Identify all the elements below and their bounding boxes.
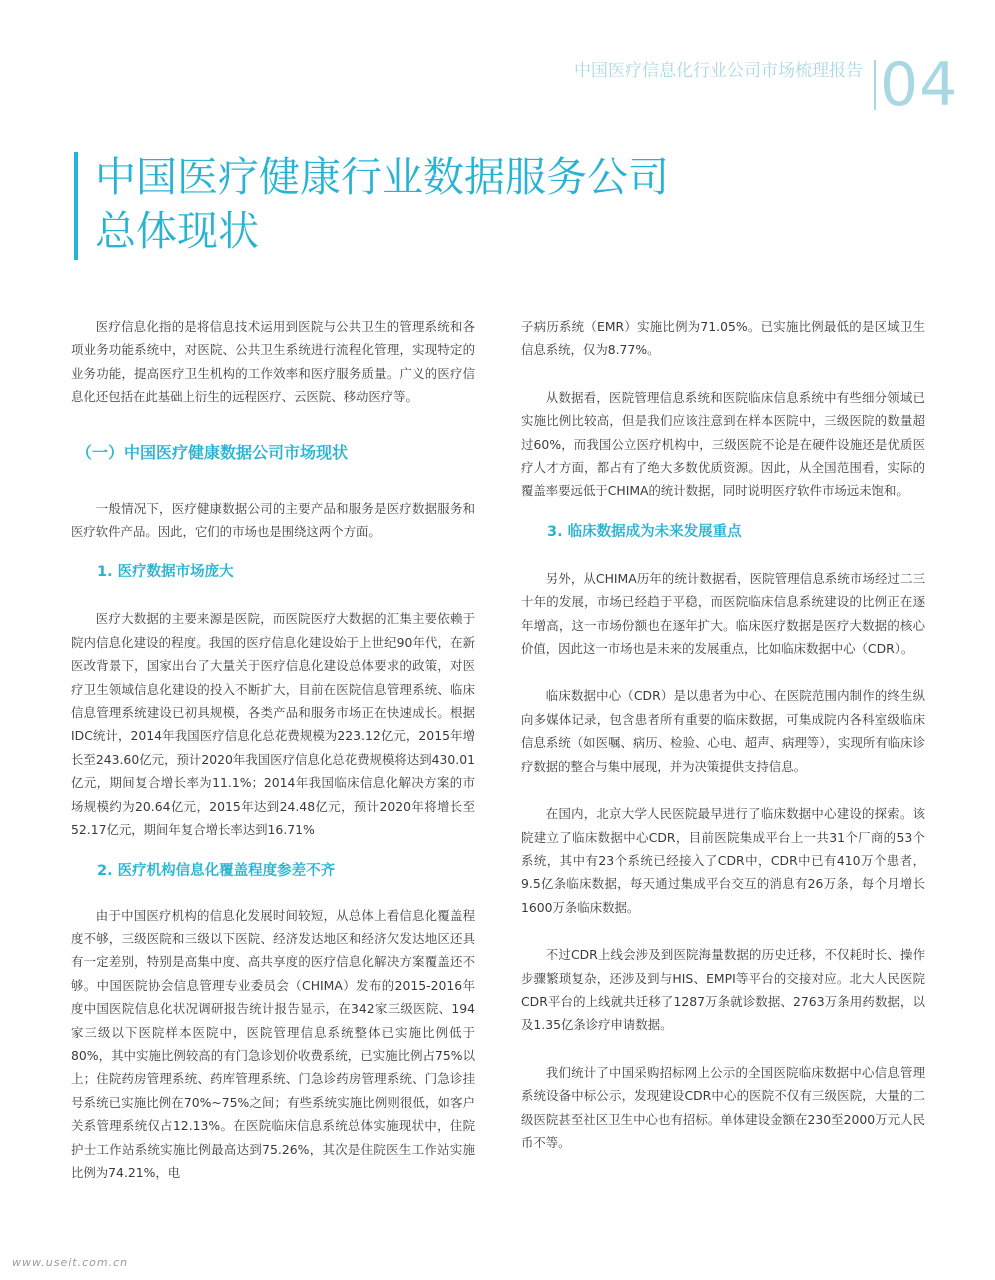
- subheading-1: 1. 医疗数据市场庞大: [97, 564, 234, 581]
- left-column: [71, 315, 475, 1184]
- coverage-paragraph: 由于中国医疗机构的信息化发展时间较短，从总体上看信息化覆盖程度不够，三级医院和三级以下医院、经济发达地区和经济欠发达地区还具有一定差别，特别是高集中度、高共享度的医疗信息化解决方案覆盖还不够。中国医院协会信息管理专业委员会（CHIMA）发布的2015-2016年度中国医院信息化状况调研报告统计报告显示，在342家三级医院、194家三级以下医院样本医院中，医院管理信息系统整体已实施比例低于80%，其中实施比例较高的有门急诊划价收费系统，已实施比例占75%以上；住院药房管理系统、药库管理系统、门急诊药房管理系统、门急诊挂号系统已实施比例在70%~75%之间；有些系统实施比例则很低，如客户关系管理系统仅占12.13%。在医院临床信息系统总体实施现状中，住院护士工作站系统实施比例最高达到75.26%，其次是住院医生工作站实施比例为74.21%，电: [71, 907, 475, 1180]
- right-column: [521, 315, 925, 1154]
- tender-paragraph: 我们统计了中国采购招标网上公示的全国医院临床数据中心信息管理系统设备中标公示，发现建设CDR中心的医院不仅有三级医院，大量的二级医院甚至社区卫生中心也有招标。单体建设金额在230至2000万元人民币不等。: [521, 1064, 925, 1150]
- market-size-paragraph: 医疗大数据的主要来源是医院，而医院医疗大数据的汇集主要依赖于院内信息化建设的程度。我国的医疗信息化建设始于上世纪90年代，在新医改背景下，国家出台了大量关于医疗信息化建设总体要求的政策，对医疗卫生领域信息化建设的投入不断扩大，目前在医院信息管理系统、临床信息管理系统建设已初具规模，各类产品和服务市场正在快速成长。根据IDC统计，2014年我国医疗信息化总花费规模为223.12亿元，2015年增长至243.60亿元，预计2020年我国医疗信息化总花费规模将达到430.01亿元，期间复合增长率为11.1%；2014年我国临床信息化解决方案的市场规模约为20.64亿元，2015年达到24.48亿元，预计2020年将增长至52.17亿元，期间年复合增长率达到16.71%: [71, 611, 475, 838]
- chima-trend-paragraph: 另外，从CHIMA历年的统计数据看，医院管理信息系统市场经过二三十年的发展，市场已经趋于平稳，而医院临床信息系统建设的比例正在逐年增高，这一市场份额也在逐年扩大。临床医疗数据是医疗大数据的核心价值，因此这一市场也是未来的发展重点，比如临床数据中心（CDR）。: [521, 570, 925, 657]
- subheading-3: 3. 临床数据成为未来发展重点: [547, 523, 742, 540]
- pku-case-paragraph: 在国内，北京大学人民医院最早进行了临床数据中心建设的探索。该院建立了临床数据中心CDR，目前医院集成平台上一共31个厂商的53个系统，其中有23个系统已经接入了CDR中，CDR中已有410万个患者，9.5亿条临床数据，每天通过集成平台交互的消息有26万条，每个月增长1600万条临床数据。: [521, 806, 925, 915]
- chapter-number: 04: [880, 50, 959, 120]
- cdr-definition-paragraph: 临床数据中心（CDR）是以患者为中心、在医院范围内制作的终生纵向多媒体记录，包含患者所有重要的临床数据，可集成院内各科室级临床信息系统（如医嘱、病历、检验、心电、超声、病理等），实现所有临床诊疗数据的整合与集中展现，并为决策提供支持信息。: [521, 688, 925, 774]
- section-intro-paragraph: 一般情况下，医疗健康数据公司的主要产品和服务是医疗数据服务和医疗软件产品。因此，它们的市场也是围绕这两个方面。: [71, 500, 475, 540]
- header-divider: [874, 60, 876, 110]
- emr-continuation-paragraph: 子病历系统（EMR）实施比例为71.05%。已实施比例最低的是区域卫生信息系统，仅为8.77%。: [521, 319, 925, 358]
- header-report-title: 中国医疗信息化行业公司市场梳理报告: [574, 61, 863, 81]
- subheading-2: 2. 医疗机构信息化覆盖程度参差不齐: [97, 862, 336, 879]
- page-title: 中国医疗健康行业数据服务公司总体现状: [95, 153, 669, 255]
- intro-paragraph: 医疗信息化指的是将信息技术运用到医院与公共卫生的管理系统和各项业务功能系统中，对医院、公共卫生系统进行流程化管理，实现特定的业务功能，提高医疗卫生机构的工作效率和医疗服务质量。广义的医疗信息化还包括在此基础上衍生的远程医疗、云医院、移动医疗等。: [71, 319, 475, 405]
- migration-paragraph: 不过CDR上线会涉及到医院海量数据的历史迁移，不仅耗时长、操作步骤繁琐复杂，还涉及到与HIS、EMPI等平台的交接对应。北大人民医院CDR平台的上线就共迁移了1287万条就诊数据、2763万条用药数据，以及1.35亿条诊疗申请数据。: [521, 947, 925, 1033]
- section-heading: （一）中国医疗健康数据公司市场现状: [76, 442, 349, 462]
- title-accent-bar: [74, 152, 78, 260]
- data-analysis-paragraph: 从数据看，医院管理信息系统和医院临床信息系统中有些细分领域已实施比例比较高，但是我们应该注意到在样本医院中，三级医院的数量超过60%，而我国公立医疗机构中，三级医院不论是在硬件设施还是优质医疗人才方面，都占有了绝大多数优质资源。因此，从全国范围看，实际的覆盖率要远低于CHIMA的统计数据，同时说明医疗软件市场远未饱和。: [521, 389, 925, 499]
- site-watermark: www.useit.com.cn: [12, 1256, 129, 1269]
